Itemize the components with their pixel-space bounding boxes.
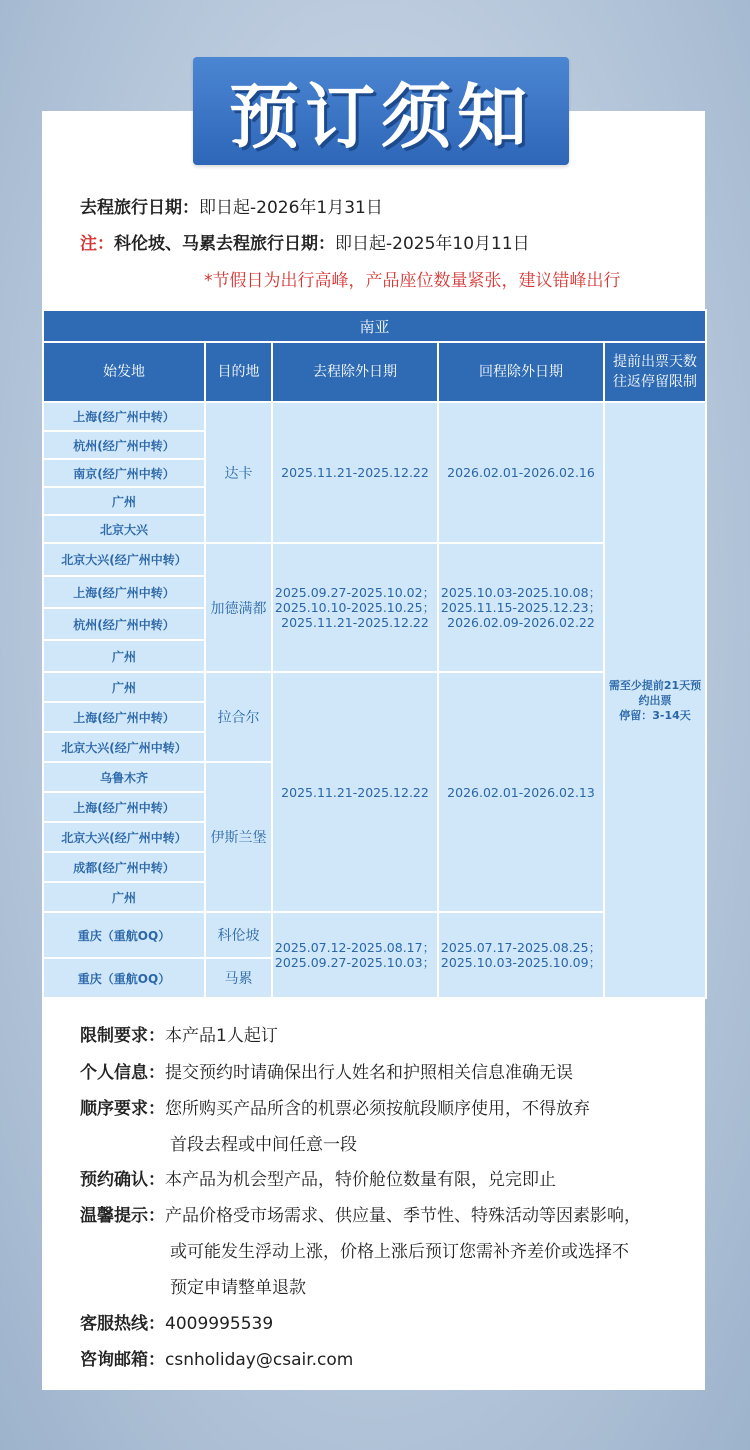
- order-value-cont: 首段去程或中间任意一段: [170, 1135, 357, 1155]
- destination-cell: 伊斯兰堡: [205, 762, 272, 912]
- route-table: [42, 309, 707, 999]
- outbound-date-range: 2025.10.10-2025.10.25；: [274, 600, 436, 615]
- return-date-range: 2026.02.09-2026.02.22: [447, 615, 595, 630]
- origin-cell: 上海(经广州中转）: [43, 576, 205, 608]
- note-prefix: 注：: [80, 234, 114, 254]
- limit-line: [80, 1021, 278, 1046]
- origin-cell: 重庆（重航OQ）: [43, 958, 205, 998]
- limit-text-2: 约出票: [638, 693, 672, 707]
- tip-line: [80, 1201, 641, 1226]
- confirm-value: 本产品为机会型产品，特价舱位数量有限，兑完即止: [165, 1170, 556, 1190]
- limit-text-1: 需至少提前21天预: [608, 678, 702, 692]
- destination-cell: 达卡: [205, 402, 272, 543]
- return-dates-cell: 2026.02.01-2026.02.16: [438, 402, 604, 543]
- col-limit: [604, 342, 706, 402]
- return-date-range: 2025.10.03-2025.10.08；: [440, 585, 602, 600]
- colombo-male-date-value: 即日起-2025年10月11日: [335, 234, 530, 254]
- limit-cell: [604, 402, 706, 998]
- tip-value-cont: 或可能发生浮动上涨，价格上涨后预订您需补齐差价或选择不: [170, 1242, 629, 1262]
- tip-label: 温馨提示：: [80, 1206, 165, 1226]
- tip-value-cont: 预定申请整单退款: [170, 1278, 306, 1298]
- outbound-dates-cell: 2025.11.21-2025.12.22: [272, 402, 438, 543]
- confirm-label: 预约确认：: [80, 1170, 165, 1190]
- personal-value: 提交预约时请确保出行人姓名和护照相关信息准确无误: [165, 1063, 573, 1083]
- order-value: 您所购买产品所含的机票必须按航段顺序使用，不得放弃: [165, 1099, 590, 1119]
- peak-warning: *节假日为出行高峰，产品座位数量紧张，建议错峰出行: [204, 271, 621, 291]
- origin-cell: 上海(经广州中转）: [43, 402, 205, 431]
- return-dates-cell: [438, 543, 604, 672]
- outbound-date-range: 2025.09.27-2025.10.02；: [274, 585, 436, 600]
- limit-value: 本产品1人起订: [165, 1026, 278, 1046]
- return-date-range: 2025.07.17-2025.08.25；: [440, 940, 602, 955]
- outbound-dates-cell: [272, 912, 438, 998]
- limit-label: 限制要求：: [80, 1026, 165, 1046]
- confirm-line: [80, 1165, 556, 1190]
- departure-date-label: 去程旅行日期：: [80, 198, 199, 218]
- return-date-range: 2025.11.15-2025.12.23；: [440, 600, 602, 615]
- return-dates-cell: [438, 912, 604, 998]
- order-line: [80, 1094, 590, 1119]
- origin-cell: 北京大兴(经广州中转）: [43, 732, 205, 762]
- destination-cell: 拉合尔: [205, 672, 272, 762]
- origin-cell: 广州: [43, 882, 205, 912]
- destination-cell: 科伦坡: [205, 912, 272, 958]
- hotline-label: 客服热线：: [80, 1314, 165, 1334]
- origin-cell: 广州: [43, 640, 205, 672]
- outbound-dates-cell: 2025.11.21-2025.12.22: [272, 672, 438, 912]
- tip-value: 产品价格受市场需求、供应量、季节性、特殊活动等因素影响，: [165, 1206, 641, 1226]
- col-origin: 始发地: [43, 342, 205, 402]
- origin-cell: 南京(经广州中转）: [43, 459, 205, 487]
- page-title: 预订须知: [229, 75, 533, 158]
- return-date-range: 2025.10.03-2025.10.09；: [440, 955, 602, 970]
- origin-cell: 杭州(经广州中转）: [43, 608, 205, 640]
- destination-cell: 马累: [205, 958, 272, 998]
- hotline-value: 4009995539: [165, 1314, 274, 1334]
- origin-cell: 乌鲁木齐: [43, 762, 205, 792]
- email-value: csnholiday@csair.com: [165, 1350, 354, 1370]
- outbound-date-range: 2025.07.12-2025.08.17；: [274, 940, 436, 955]
- departure-date-value: 即日起-2026年1月31日: [199, 198, 383, 218]
- hotline-line: [80, 1309, 273, 1334]
- col-limit-line1: 提前出票天数: [613, 354, 698, 370]
- origin-cell: 北京大兴(经广州中转）: [43, 822, 205, 852]
- title-badge: [193, 57, 569, 165]
- col-return-excluded: 回程除外日期: [438, 342, 604, 402]
- region-header: 南亚: [43, 310, 706, 342]
- col-destination: 目的地: [205, 342, 272, 402]
- col-limit-line2: 往返停留限制: [613, 374, 698, 390]
- return-dates-cell: 2026.02.01-2026.02.13: [438, 672, 604, 912]
- origin-cell: 杭州(经广州中转）: [43, 431, 205, 459]
- personal-info-line: [80, 1058, 573, 1083]
- personal-label: 个人信息：: [80, 1063, 165, 1083]
- limit-text-3: 停留：3-14天: [619, 708, 691, 722]
- order-label: 顺序要求：: [80, 1099, 165, 1119]
- col-outbound-excluded: 去程除外日期: [272, 342, 438, 402]
- origin-cell: 重庆（重航OQ）: [43, 912, 205, 958]
- destination-cell: 加德满都: [205, 543, 272, 672]
- outbound-dates-cell: [272, 543, 438, 672]
- origin-cell: 北京大兴(经广州中转）: [43, 543, 205, 576]
- departure-date-line: [80, 193, 383, 218]
- origin-cell: 广州: [43, 672, 205, 702]
- colombo-male-date-line: [80, 229, 530, 254]
- outbound-date-range: 2025.11.21-2025.12.22: [281, 615, 429, 630]
- outbound-date-range: 2025.09.27-2025.10.03；: [274, 955, 436, 970]
- origin-cell: 北京大兴: [43, 515, 205, 543]
- email-line: [80, 1345, 353, 1370]
- origin-cell: 成都(经广州中转）: [43, 852, 205, 882]
- colombo-male-date-label: 科伦坡、马累去程旅行日期：: [114, 234, 335, 254]
- origin-cell: 上海(经广州中转）: [43, 792, 205, 822]
- origin-cell: 广州: [43, 487, 205, 515]
- email-label: 咨询邮箱：: [80, 1350, 165, 1370]
- origin-cell: 上海(经广州中转）: [43, 702, 205, 732]
